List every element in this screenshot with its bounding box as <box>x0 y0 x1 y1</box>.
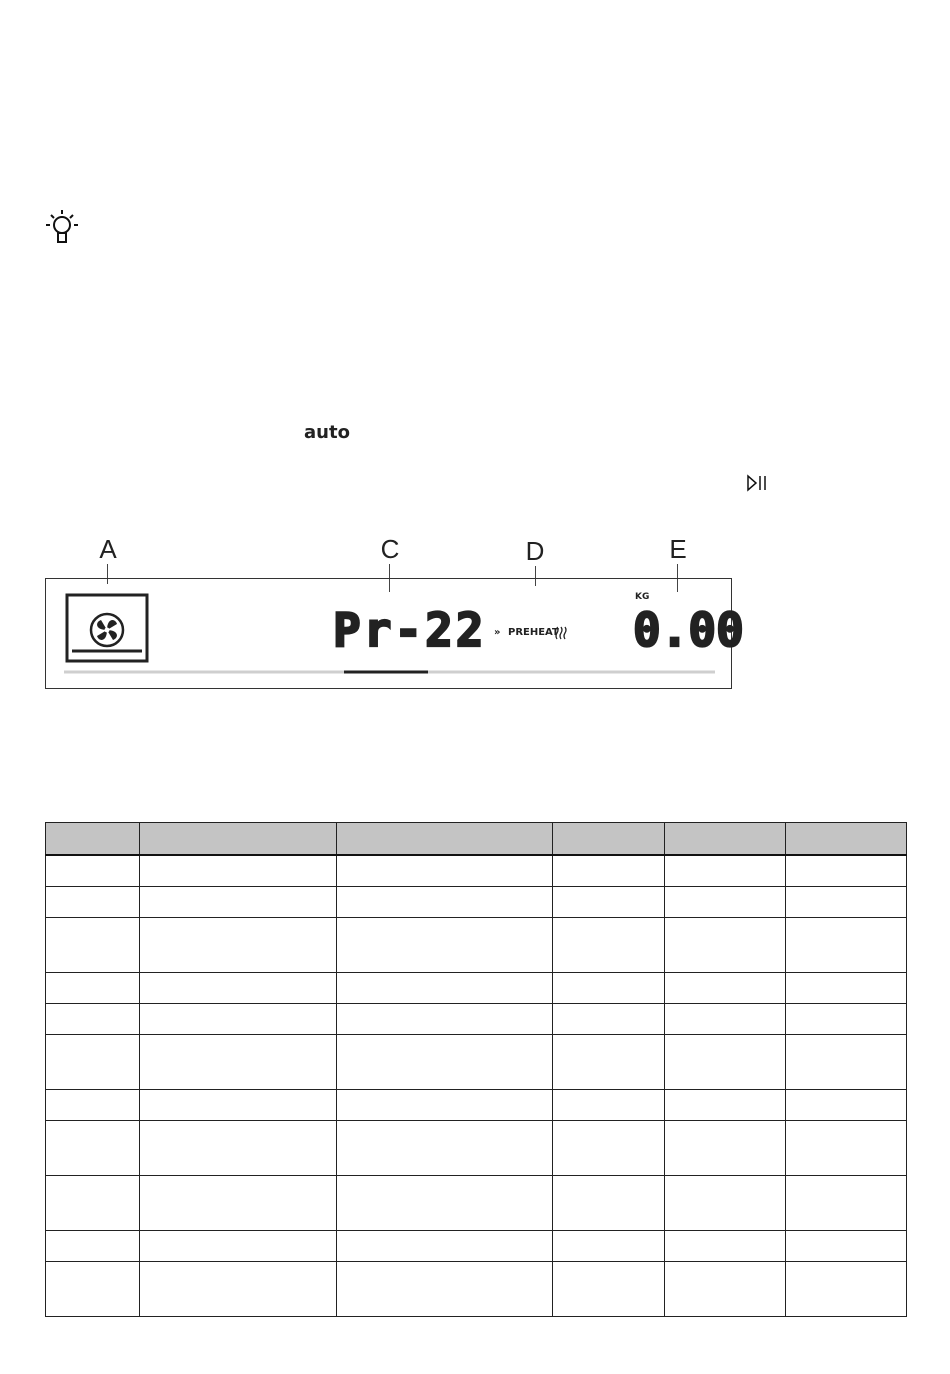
table-cell <box>46 1004 140 1035</box>
table-cell <box>46 1090 140 1121</box>
table-cell <box>46 918 140 973</box>
table-cell <box>337 1262 553 1317</box>
table-cell <box>140 1262 337 1317</box>
weight-value: 0.00 <box>633 603 744 657</box>
table-cell <box>786 1231 907 1262</box>
table-row <box>46 887 907 918</box>
table-cell <box>553 1176 665 1231</box>
table-cell <box>337 1231 553 1262</box>
table-cell <box>665 1231 786 1262</box>
table-cell <box>786 1121 907 1176</box>
table-cell <box>46 1231 140 1262</box>
table-cell <box>786 1262 907 1317</box>
table-cell <box>786 887 907 918</box>
table-row <box>46 1262 907 1317</box>
table-cell <box>337 973 553 1004</box>
table-row <box>46 1004 907 1035</box>
table-cell <box>553 918 665 973</box>
table-cell <box>665 1176 786 1231</box>
table-header-row <box>46 823 907 856</box>
table-header-cell <box>140 823 337 856</box>
table-cell <box>665 1090 786 1121</box>
oven-display <box>45 578 744 689</box>
table-cell <box>140 855 337 887</box>
play-pause-icon <box>746 474 770 492</box>
table-cell <box>553 1090 665 1121</box>
table-cell <box>665 855 786 887</box>
table-cell <box>665 973 786 1004</box>
table-cell <box>553 973 665 1004</box>
table-cell <box>140 1004 337 1035</box>
table-row <box>46 918 907 973</box>
program-code: Pr-22 <box>333 603 487 657</box>
callout-e: E <box>669 534 687 564</box>
table-cell <box>140 918 337 973</box>
table-cell <box>665 1035 786 1090</box>
table-cell <box>140 1121 337 1176</box>
table-cell <box>665 918 786 973</box>
table-cell <box>786 855 907 887</box>
table-cell <box>786 1176 907 1231</box>
table-cell <box>46 1035 140 1090</box>
preheat-label: PREHEAT <box>508 627 559 638</box>
table-header-cell <box>337 823 553 856</box>
table-cell <box>140 1090 337 1121</box>
table-row <box>46 855 907 887</box>
table-cell <box>553 1231 665 1262</box>
auto-label: auto <box>304 422 350 443</box>
table-cell <box>337 1121 553 1176</box>
table-row <box>46 973 907 1004</box>
table-cell <box>337 855 553 887</box>
table-cell <box>665 1262 786 1317</box>
table-row <box>46 1035 907 1090</box>
weight-unit: KG <box>635 592 650 602</box>
table-cell <box>665 887 786 918</box>
table-cell <box>140 1035 337 1090</box>
table-cell <box>46 973 140 1004</box>
table-header-cell <box>553 823 665 856</box>
table-cell <box>337 887 553 918</box>
callout-c: C <box>380 534 400 564</box>
table-cell <box>140 887 337 918</box>
specification-table <box>45 822 907 1317</box>
table-cell <box>46 1121 140 1176</box>
table-header-cell <box>665 823 786 856</box>
table-cell <box>553 1121 665 1176</box>
table-cell <box>337 1035 553 1090</box>
table-row <box>46 1121 907 1176</box>
table-header-cell <box>786 823 907 856</box>
table-cell <box>337 1090 553 1121</box>
table-cell <box>786 1035 907 1090</box>
table-cell <box>140 1231 337 1262</box>
callout-a: A <box>99 534 117 564</box>
table-cell <box>140 1176 337 1231</box>
preheat-chevrons: » <box>494 627 501 638</box>
table-row <box>46 1090 907 1121</box>
lightbulb-icon <box>44 208 80 248</box>
callout-d: D <box>525 536 545 566</box>
table-row <box>46 1231 907 1262</box>
table-row <box>46 1176 907 1231</box>
table-cell <box>46 1176 140 1231</box>
table-cell <box>553 1004 665 1035</box>
table-cell <box>786 973 907 1004</box>
table-cell <box>553 855 665 887</box>
table-cell <box>786 1004 907 1035</box>
table-cell <box>786 1090 907 1121</box>
table-cell <box>553 1035 665 1090</box>
table-cell <box>786 918 907 973</box>
table-cell <box>665 1004 786 1035</box>
table-cell <box>337 1004 553 1035</box>
table-body <box>46 855 907 1317</box>
table-cell <box>337 1176 553 1231</box>
table-cell <box>553 887 665 918</box>
table-cell <box>46 1262 140 1317</box>
table-cell <box>46 887 140 918</box>
fan-cooking-icon <box>67 595 147 661</box>
table-cell <box>553 1262 665 1317</box>
table-cell <box>140 973 337 1004</box>
table-cell <box>665 1121 786 1176</box>
table-cell <box>46 855 140 887</box>
table-cell <box>337 918 553 973</box>
table-header-cell <box>46 823 140 856</box>
